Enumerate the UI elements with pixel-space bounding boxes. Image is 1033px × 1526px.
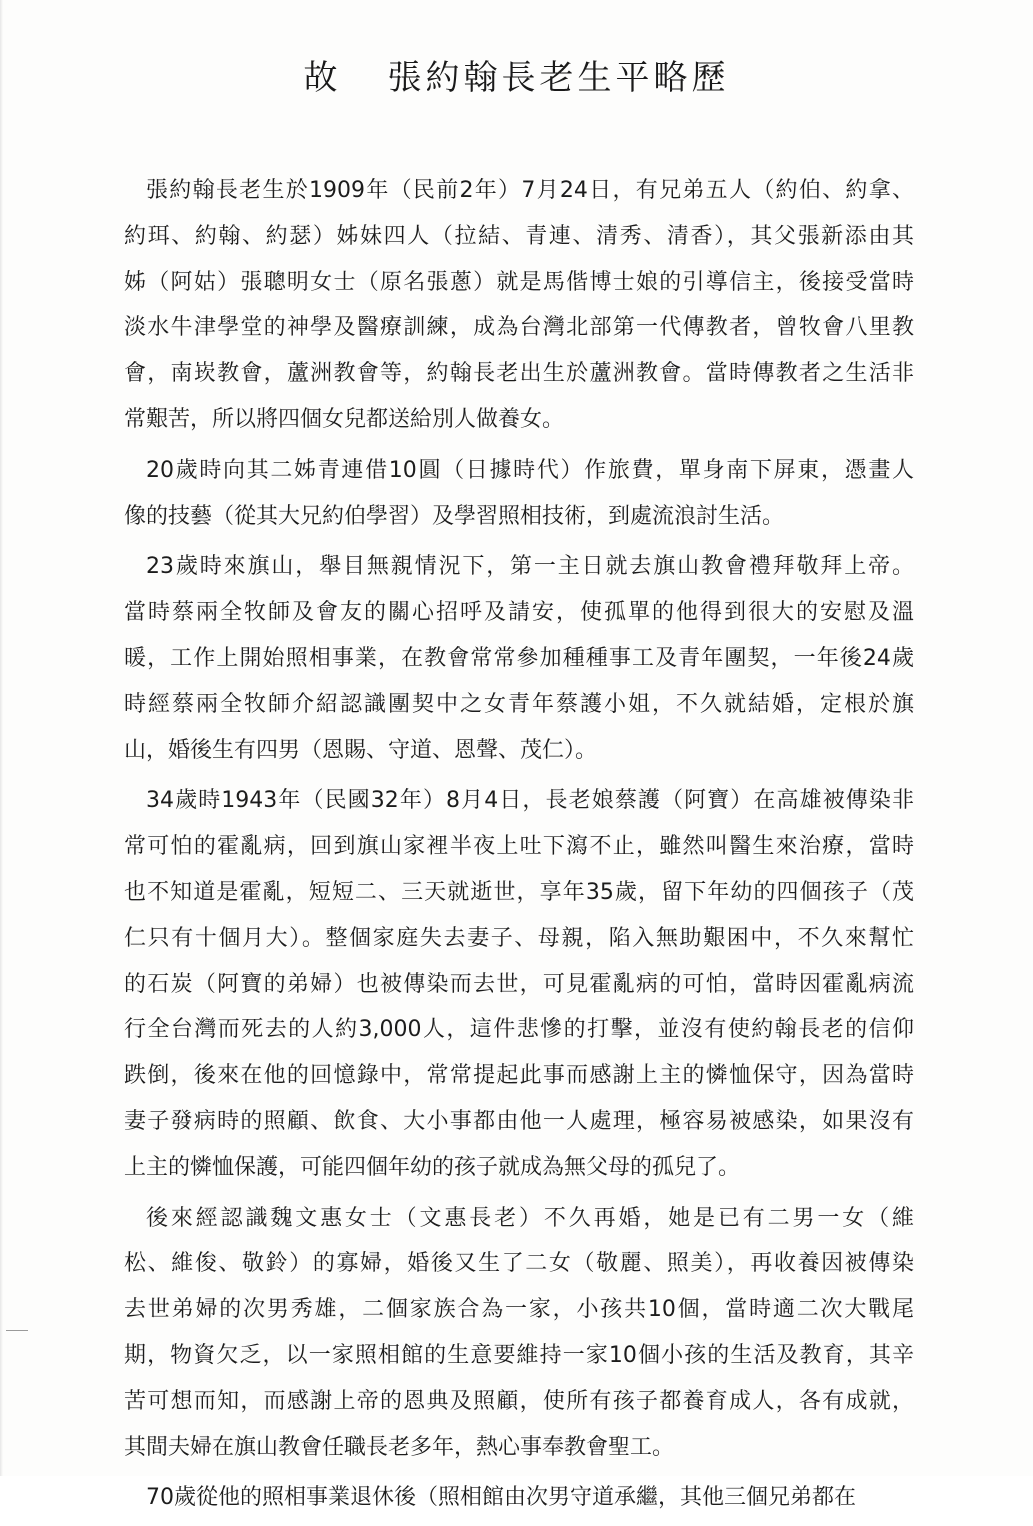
text-line: 仁只有十個月大）。整個家庭失去妻子、母親，陷入無助艱困中，不久來幫忙 bbox=[124, 925, 914, 951]
text-line: 松、維俊、敬鈴）的寡婦，婚後又生了二女（敬麗、照美），再收養因被傳染 bbox=[124, 1251, 914, 1277]
scan-edge-shadow bbox=[0, 0, 3, 1476]
text-line: 常可怕的霍亂病，回到旗山家裡半夜上吐下瀉不止，雖然叫醫生來治療，當時 bbox=[124, 834, 914, 860]
paragraph bbox=[124, 1196, 914, 1471]
text-line: 期，物資欠乏，以一家照相館的生意要維持一家10個小孩的生活及教育，其辛 bbox=[124, 1342, 914, 1368]
text-line: 當時蔡兩全牧師及會友的關心招呼及請安，使孤單的他得到很大的安慰及溫 bbox=[124, 600, 914, 626]
paragraph bbox=[124, 448, 914, 540]
text-line: 的石炭（阿寶的弟婦）也被傳染而去世，可見霍亂病的可怕，當時因霍亂病流 bbox=[124, 971, 914, 997]
page-title bbox=[0, 50, 1033, 99]
text-line: 像的技藝（從其大兄約伯學習）及學習照相技術，到處流浪討生活。 bbox=[124, 503, 785, 529]
text-line: 常艱苦，所以將四個女兒都送給別人做養女。 bbox=[124, 406, 565, 432]
text-line: 妻子發病時的照顧、飲食、大小事都由他一人處理，極容易被感染，如果沒有 bbox=[124, 1108, 914, 1134]
title-main: 張約翰長老生平略歷 bbox=[387, 58, 730, 98]
paragraph bbox=[124, 778, 914, 1190]
title-prefix: 故 bbox=[303, 58, 342, 98]
text-line: 去世弟婦的次男秀雄，二個家族合為一家，小孩共10個，當時適二次大戰尾 bbox=[124, 1297, 914, 1323]
text-line: 行全台灣而死去的人約3,000人，這件悲慘的打擊，並沒有使約翰長老的信仰 bbox=[124, 1017, 914, 1043]
text-line: 23歲時來旗山，舉目無親情況下，第一主日就去旗山教會禮拜敬拜上帝。 bbox=[146, 554, 914, 580]
text-line: 苦可想而知，而感謝上帝的恩典及照顧，使所有孩子都養育成人，各有成就， bbox=[124, 1388, 914, 1414]
text-line: 34歲時1943年（民國32年）8月4日，長老娘蔡護（阿寶）在高雄被傳染非 bbox=[146, 788, 914, 814]
text-line: 跌倒，後來在他的回憶錄中，常常提起此事而感謝上主的憐恤保守，因為當時 bbox=[124, 1063, 914, 1089]
paragraph bbox=[124, 1475, 914, 1521]
margin-pencil-mark bbox=[6, 1330, 28, 1331]
text-line: 張約翰長老生於1909年（民前2年）7月24日，有兄弟五人（約伯、約拿、 bbox=[146, 178, 914, 203]
text-line: 上主的憐恤保護，可能四個年幼的孩子就成為無父母的孤兒了。 bbox=[124, 1154, 741, 1180]
text-line: 會，南崁教會，蘆洲教會等，約翰長老出生於蘆洲教會。當時傳教者之生活非 bbox=[124, 361, 914, 387]
text-line: 後來經認識魏文惠女士（文惠長老）不久再婚，她是已有二男一女（維 bbox=[146, 1205, 914, 1231]
text-line: 20歲時向其二姊青連借10圓（日據時代）作旅費，單身南下屏東，憑畫人 bbox=[146, 457, 914, 483]
paragraph bbox=[124, 168, 914, 443]
text-line: 淡水牛津學堂的神學及醫療訓練，成為台灣北部第一代傳教者，曾牧會八里教 bbox=[124, 315, 914, 341]
text-line: 暖，工作上開始照相事業，在教會常常參加種種事工及青年團契，一年後24歲 bbox=[124, 645, 914, 671]
text-line: 其間夫婦在旗山教會任職長老多年，熱心事奉教會聖工。 bbox=[124, 1434, 675, 1460]
biography-body bbox=[124, 168, 914, 1526]
text-line: 時經蔡兩全牧師介紹認識團契中之女青年蔡護小姐，不久就結婚，定根於旗 bbox=[124, 691, 914, 717]
text-line: 也不知道是霍亂，短短二、三天就逝世，享年35歲，留下年幼的四個孩子（茂 bbox=[124, 879, 914, 905]
paragraph bbox=[124, 544, 914, 773]
text-line: 姊（阿姑）張聰明女士（原名張蔥）就是馬偕博士娘的引導信主，後接受當時 bbox=[124, 269, 914, 295]
text-line: 山，婚後生有四男（恩賜、守道、恩聲、茂仁）。 bbox=[124, 737, 598, 763]
text-line: 約珥、約翰、約瑟）姊妹四人（拉結、青連、清秀、清香），其父張新添由其 bbox=[124, 223, 914, 249]
text-line: 70歲從他的照相事業退休後（照相館由次男守道承繼，其他三個兄弟都在 bbox=[146, 1485, 856, 1511]
